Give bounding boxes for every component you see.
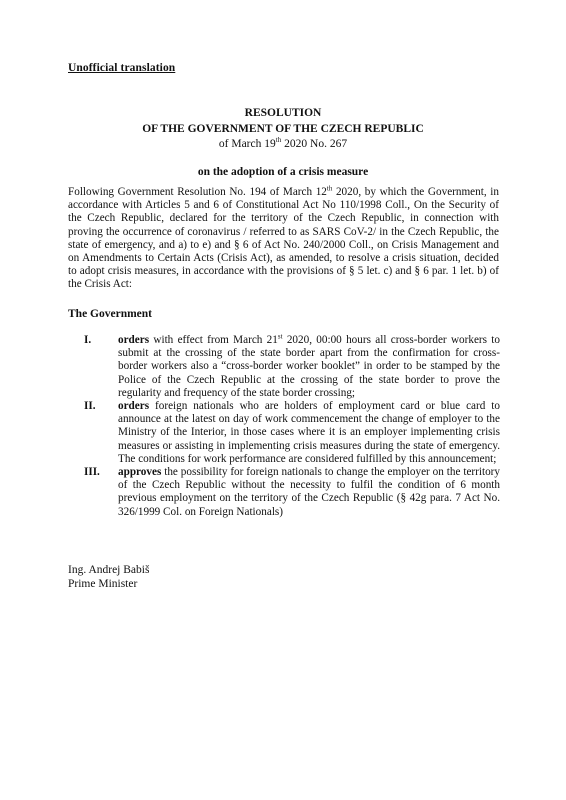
date-prefix: of March 19 (218, 138, 276, 150)
item-text (118, 334, 500, 400)
item-text-1: foreign nationals who are holders of employment card or blue card to announce at the latest on day of work commencement the change of employer to the Ministry of the Interior, in those cases where it is an employer implementing crisis measures or assisting in implementing crisis measures during the state of emergency. The conditions for work performance are considered fulfilled by this announcement; (118, 400, 500, 465)
government-heading: The Government (68, 308, 153, 320)
item-text (118, 400, 500, 466)
item-verb: orders (118, 400, 150, 413)
resolution-item (84, 334, 500, 400)
intro-paragraph (68, 186, 499, 292)
resolution-date (68, 137, 498, 153)
item-text-1: the possibility for foreign nationals to change the employer on the territory of the Czech Republic without the necessity to fulfil the condition of 6 month previous employment on the territory of the Czech Republic (§ 42g para. 7 Act No. 326/1999 Col. on Foreign Nationals) (118, 466, 500, 518)
item-number: III. (84, 466, 100, 479)
item-text-1: with effect from March 21 (149, 334, 278, 346)
intro-superscript: th (326, 184, 333, 193)
item-number: II. (84, 400, 96, 413)
title-block (68, 106, 498, 153)
signatory-title: Prime Minister (68, 578, 138, 590)
resolution-items (84, 334, 500, 519)
date-suffix: 2020 No. 267 (281, 138, 348, 150)
signatory-name: Ing. Andrej Babiš (68, 564, 150, 576)
resolution-item (84, 400, 500, 466)
item-superscript: st (277, 332, 283, 341)
date-superscript: th (275, 136, 282, 145)
title-line-2: OF THE GOVERNMENT OF THE CZECH REPUBLIC (142, 122, 424, 135)
resolution-item (84, 466, 500, 519)
signature-block (68, 563, 149, 591)
title-line-1: RESOLUTION (244, 107, 322, 119)
document-label: Unofficial translation (68, 62, 176, 74)
item-verb: approves (118, 466, 162, 479)
resolution-subject: on the adoption of a crisis measure (197, 166, 369, 178)
item-text-2: 2020, 00:00 hours all cross-border workers to submit at the crossing of the state border apart from the confirmation for cross-border workers also a “cross-border worker booklet” in order to be stamped by the Police of the Czech Republic at the crossing of the state border to prove the regularity and frequency of the state border crossing; (118, 334, 500, 399)
intro-text-1: Following Government Resolution No. 194 of March 12 (68, 186, 327, 198)
item-verb: orders (118, 334, 150, 346)
intro-text-2: 2020, by which the Government, in accordance with Articles 5 and 6 of Constitutional Act No 110/1998 Coll., On the Security of the Czech Republic, declared for the territory of the Czech Republic, in connection with proving the occurrence of coronavirus / referred to as SARS CoV-2/ in the Czech Republic, the state of emergency, and a) to e) and § 6 of Act No. 240/2000 Coll., on Crisis Management and on Amendments to Certain Acts (Crisis Act), as amended, to resolve a crisis situation, decided to adopt crisis measures, in accordance with the provisions of § 5 let. c) and § 6 par. 1 let. b) of the Crisis Act: (68, 186, 499, 291)
item-number: I. (84, 334, 92, 346)
item-text (118, 466, 500, 519)
